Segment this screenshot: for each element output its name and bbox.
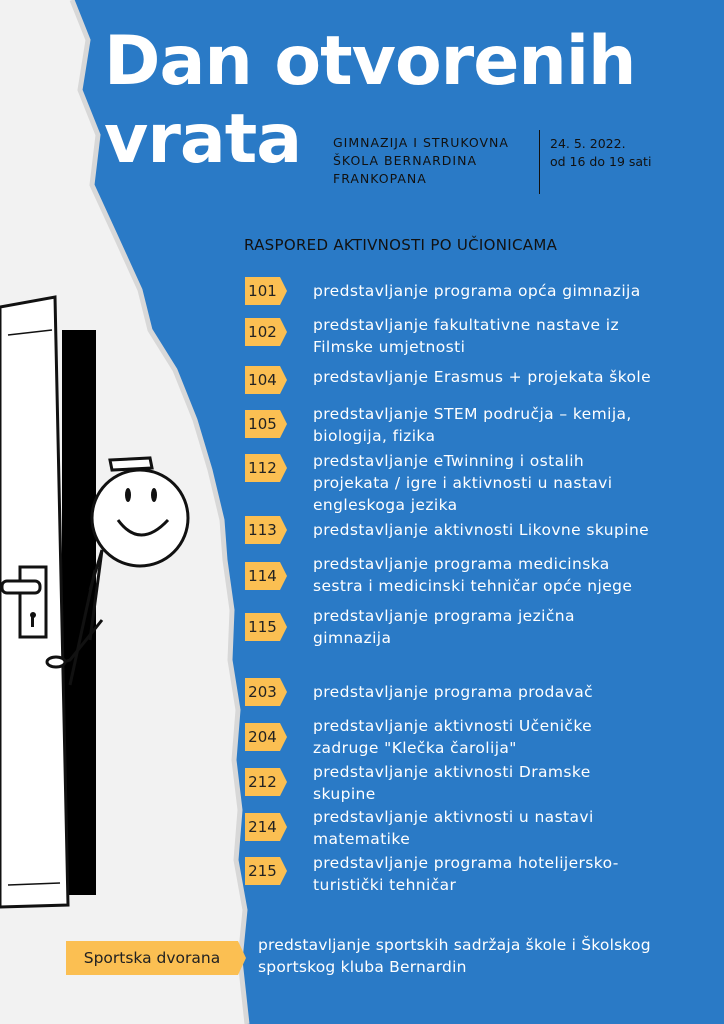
room-activity-line: matematike bbox=[313, 830, 411, 848]
room-activity-line: projekata / igre i aktivnosti u nastavi bbox=[313, 474, 613, 492]
room-activity-line: predstavljanje programa jezična bbox=[313, 607, 575, 625]
room-activity bbox=[313, 450, 612, 516]
room-number: 114 bbox=[248, 567, 277, 585]
room-number: 212 bbox=[248, 773, 277, 791]
stick-figure-illustration bbox=[40, 450, 200, 690]
room-activity-line: predstavljanje programa prodavač bbox=[313, 683, 594, 701]
room-number: 112 bbox=[248, 459, 277, 477]
room-number: 113 bbox=[248, 521, 277, 539]
school-name-line: ŠKOLA BERNARDINA bbox=[333, 153, 478, 168]
room-number: 101 bbox=[248, 282, 277, 300]
school-name-line: FRANKOPANA bbox=[333, 171, 427, 186]
room-tag bbox=[245, 366, 287, 394]
room-tag bbox=[245, 613, 287, 641]
room-activity-line: engleskoga jezika bbox=[313, 496, 458, 514]
schedule-title: RASPORED AKTIVNOSTI PO UČIONICAMA bbox=[244, 236, 558, 254]
room-activity-line: Filmske umjetnosti bbox=[313, 338, 466, 356]
room-tag bbox=[245, 318, 287, 346]
room-activity-line: predstavljanje aktivnosti Dramske bbox=[313, 763, 591, 781]
room-activity bbox=[313, 314, 619, 358]
room-activity bbox=[313, 519, 649, 541]
room-activity bbox=[313, 403, 632, 447]
room-tag bbox=[245, 562, 287, 590]
room-activity-line: zadruge "Klečka čarolija" bbox=[313, 739, 517, 757]
room-number: 102 bbox=[248, 323, 277, 341]
event-datetime bbox=[550, 135, 651, 171]
room-activity-line: gimnazija bbox=[313, 629, 392, 647]
room-activity-line: predstavljanje aktivnosti Učeničke bbox=[313, 717, 593, 735]
room-activity bbox=[313, 280, 641, 302]
room-tag bbox=[245, 516, 287, 544]
room-activity-line: predstavljanje programa opća gimnazija bbox=[313, 282, 641, 300]
event-date: 24. 5. 2022. bbox=[550, 136, 626, 151]
room-activity bbox=[313, 553, 632, 597]
title-line-1: Dan otvorenih bbox=[104, 22, 636, 101]
sport-hall-tag bbox=[66, 941, 246, 975]
vertical-divider bbox=[539, 130, 540, 194]
sport-hall-description bbox=[258, 934, 651, 978]
title-line-2: vrata bbox=[104, 100, 302, 179]
room-activity-line: predstavljanje aktivnosti Likovne skupine bbox=[313, 521, 650, 539]
room-number: 104 bbox=[248, 371, 277, 389]
school-name-line: GIMNAZIJA I STRUKOVNA bbox=[333, 135, 509, 150]
room-activity bbox=[313, 681, 593, 703]
room-tag bbox=[245, 723, 287, 751]
room-tag bbox=[245, 678, 287, 706]
room-activity-line: predstavljanje aktivnosti u nastavi bbox=[313, 808, 594, 826]
room-activity bbox=[313, 761, 591, 805]
room-tag bbox=[245, 410, 287, 438]
school-name bbox=[333, 134, 538, 188]
sport-hall-line: sportskog kluba Bernardin bbox=[258, 958, 467, 976]
room-number: 215 bbox=[248, 862, 277, 880]
room-number: 203 bbox=[248, 683, 277, 701]
room-tag bbox=[245, 454, 287, 482]
room-activity-line: turistički tehničar bbox=[313, 876, 457, 894]
room-activity bbox=[313, 715, 592, 759]
sport-hall-line: predstavljanje sportskih sadržaja škole i Školskog bbox=[258, 936, 651, 954]
room-tag bbox=[245, 277, 287, 305]
room-activity-line: predstavljanje Erasmus + projekata škole bbox=[313, 368, 652, 386]
room-activity-line: sestra i medicinski tehničar opće njege bbox=[313, 577, 633, 595]
event-time: od 16 do 19 sati bbox=[550, 154, 652, 169]
room-tag bbox=[245, 813, 287, 841]
room-number: 115 bbox=[248, 618, 277, 636]
room-activity-line: predstavljanje programa hotelijersko- bbox=[313, 854, 619, 872]
room-activity-line: predstavljanje STEM područja – kemija, bbox=[313, 405, 632, 423]
room-activity bbox=[313, 852, 619, 896]
room-activity-line: predstavljanje eTwinning i ostalih bbox=[313, 452, 585, 470]
room-activity-line: predstavljanje fakultativne nastave iz bbox=[313, 316, 620, 334]
room-number: 105 bbox=[248, 415, 277, 433]
room-activity-line: biologija, fizika bbox=[313, 427, 436, 445]
room-activity bbox=[313, 806, 594, 850]
room-activity bbox=[313, 605, 575, 649]
room-tag bbox=[245, 857, 287, 885]
room-tag bbox=[245, 768, 287, 796]
room-number: 204 bbox=[248, 728, 277, 746]
room-activity-line: predstavljanje programa medicinska bbox=[313, 555, 610, 573]
sport-hall-label: Sportska dvorana bbox=[83, 949, 221, 967]
room-activity-line: skupine bbox=[313, 785, 376, 803]
room-activity bbox=[313, 366, 651, 388]
room-number: 214 bbox=[248, 818, 277, 836]
